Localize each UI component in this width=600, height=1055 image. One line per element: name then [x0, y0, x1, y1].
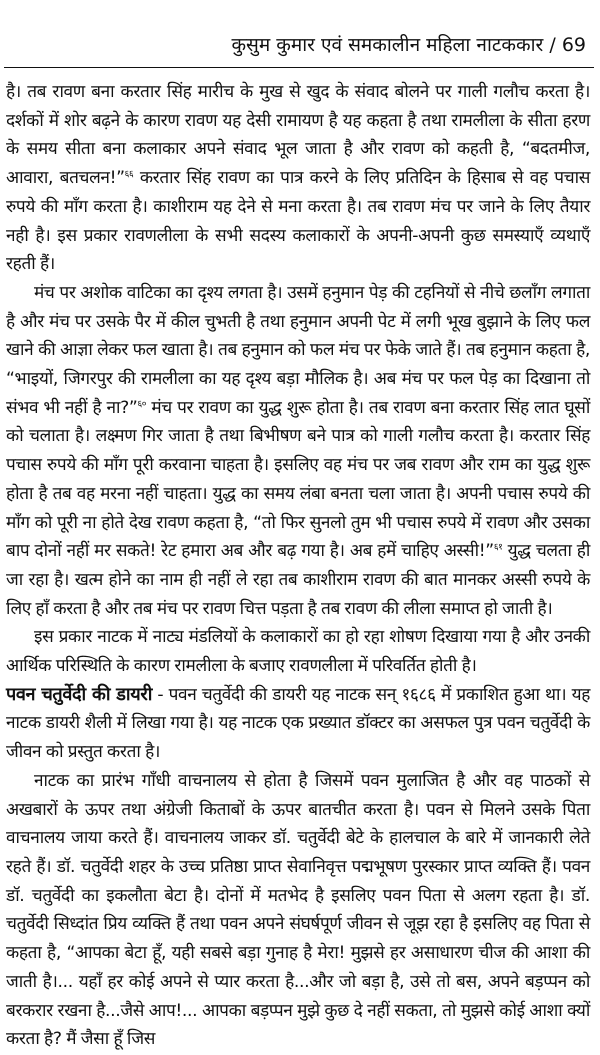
paragraph-text: करतार सिंह रावण का पात्र करने के लिए प्रतिदिन के हिसाब से वह पचास रुपये की माँग करता है। काशीराम यह देने से मना करता है। तब रावण मंच पर जाने के लिए तैयार नही है। इस प्रकार रावणलीला के सभी सदस्य कलाकारों के अपनी-अपनी कुछ समस्याएँ व्यथाएँ रहती हैं। — [6, 168, 590, 275]
paragraph-exploitation — [6, 623, 590, 680]
paragraph-text: इस प्रकार नाटक में नाट्य मंडलियों के कलाकारों का हो रहा शोषण दिखाया गया है और उनकी आर्थिक परिस्थिति के कारण रामलीला के बजाए रावणलीला में परिवर्तित होती है। — [6, 627, 590, 677]
paragraph-text: युद्ध चलता ही जा रहा है। खत्म होने का नाम ही नहीं ले रहा तब काशीराम रावण की बात मानकर अस्सी रुपये के लिए हाँ करता है और तब मंच पर रावण चित्त पड़ता है तब रावण की लीला समाप्त हो जाती है। — [6, 541, 590, 619]
paragraph-text: है। तब रावण बना करतार सिंह मारीच के मुख से खुद के संवाद बोलने पर गाली गलौच करता है। दर्शकों में शोर बढ़ने के कारण रावण यह देसी रामायण है यह कहता है तथा रामलीला के सीता हरण के समय सीता बना कलाकार अपने संवाद भूल जाता है और रावण को कहती है, “बदतमीज, आवारा, बतचलन!” — [6, 82, 590, 189]
section-heading: पवन चतुर्वेदी की डायरी — [6, 683, 153, 705]
running-header — [231, 34, 586, 56]
paragraph-pawan-diary-intro — [6, 681, 590, 767]
footnote-ref: ६० — [137, 399, 147, 409]
page-number: 69 — [561, 34, 586, 56]
footnote-ref: ६१ — [493, 542, 503, 553]
body-text — [6, 78, 590, 1054]
header-rule — [4, 67, 594, 68]
header-separator: / — [549, 34, 556, 56]
paragraph-gandhi-library — [6, 767, 590, 1054]
paragraph-ravan-abuse — [6, 78, 590, 279]
running-title: कुसुम कुमार एवं समकालीन महिला नाटककार — [231, 34, 544, 56]
paragraph-text: मंच पर रावण का युद्ध शुरू होता है। तब रावण बना करतार सिंह लात घूसों को चलाता है। लक्ष्मण गिर जाता है तथा बिभीषण बने पात्र को गाली गलौच करता है। करतार सिंह पचास रुपये की माँग पूरी करवाना चाहता है। इसलिए वह मंच पर जब रावण और राम का युद्ध शुरू होता है तब वह मरना नहीं चाहता। युद्ध का समय लंबा बनता चला जाता है। अपनी पचास रुपये की माँग को पूरी ना होते देख रावण कहता है, “तो फिर सुनलो तुम भी पचास रुपये में रावण और उसका बाप दोनों नहीं मर सकते! रेट हमारा अब और बढ़ गया है। अब हमें चाहिए अस्सी!” — [6, 397, 590, 562]
paragraph-text: मंच पर अशोक वाटिका का दृश्य लगता है। उसमें हनुमान पेड़ की टहनियों से नीचे छलाँग लगाता है और मंच पर उसके पैर में कील चुभती है तथा हनुमान अपनी पेट में लगी भूख बुझाने के लिए फल खाने की आज्ञा लेकर फल खाता है। तब हनुमान को फल मंच पर फेके जाते हैं। तब हनुमान कहता है, “भाइयों, जिगरपुर की रामलीला का यह दृश्य बड़ा मौलिक है। अब मंच पर फल पेड़ का दिखाना तो संभव भी नहीं है ना?” — [6, 282, 590, 418]
paragraph-text: नाटक का प्रारंभ गाँधी वाचनालय से होता है जिसमें पवन मुलाजित है और वह पाठकों से अखबारों के ऊपर तथा अंग्रेजी किताबों के ऊपर बातचीत करता है। पवन से मिलने उसके पिता वाचनालय जाया करते हैं। वाचनालय जाकर डॉ. चतुर्वेदी बेटे के हालचाल के बारे में जानकारी लेते रहते हैं। डॉ. चतुर्वेदी शहर के उच्च प्रतिष्ठा प्राप्त सेवानिवृत्त पद्मभूषण पुरस्कार प्राप्त व्यक्ति हैं। पवन डॉ. चतुर्वेदी का इकलौता बेटा है। दोनों में मतभेद है इसलिए पवन पिता से अलग रहता है। डॉ. चतुर्वेदी सिध्दांत प्रिय व्यक्ति हैं तथा पवन अपने संघर्षपूर्ण जीवन से जूझ रहा है इसलिए वह पिता से कहता है, “आपका बेटा हूँ, यही सबसे बड़ा गुनाह है मेरा! मुझसे हर असाधारण चीज की आशा की जाती है।... यहाँ हर कोई अपने से प्यार करता है...और जो बड़ा है, उसे तो बस, अपने बड़प्पन को बरकरार रखना है...जैसे आप!... आपका बड़प्पन मुझे कुछ दे नहीं सकता, तो मुझसे कोई आशा क्यों करता है? मैं जैसा हूँ जिस — [6, 770, 590, 1050]
paragraph-ashok-vatika — [6, 279, 590, 623]
footnote-ref: ६६ — [124, 169, 134, 180]
paragraph-text: - पवन चतुर्वेदी की डायरी यह नाटक सन् १६८६ में प्रकाशित हुआ था। यह नाटक डायरी शैली में लिखा गया है। यह नाटक एक प्रख्यात डॉक्टर का असफल पुत्र पवन चतुर्वेदी के जीवन को प्रस्तुत करता है। — [6, 684, 590, 763]
